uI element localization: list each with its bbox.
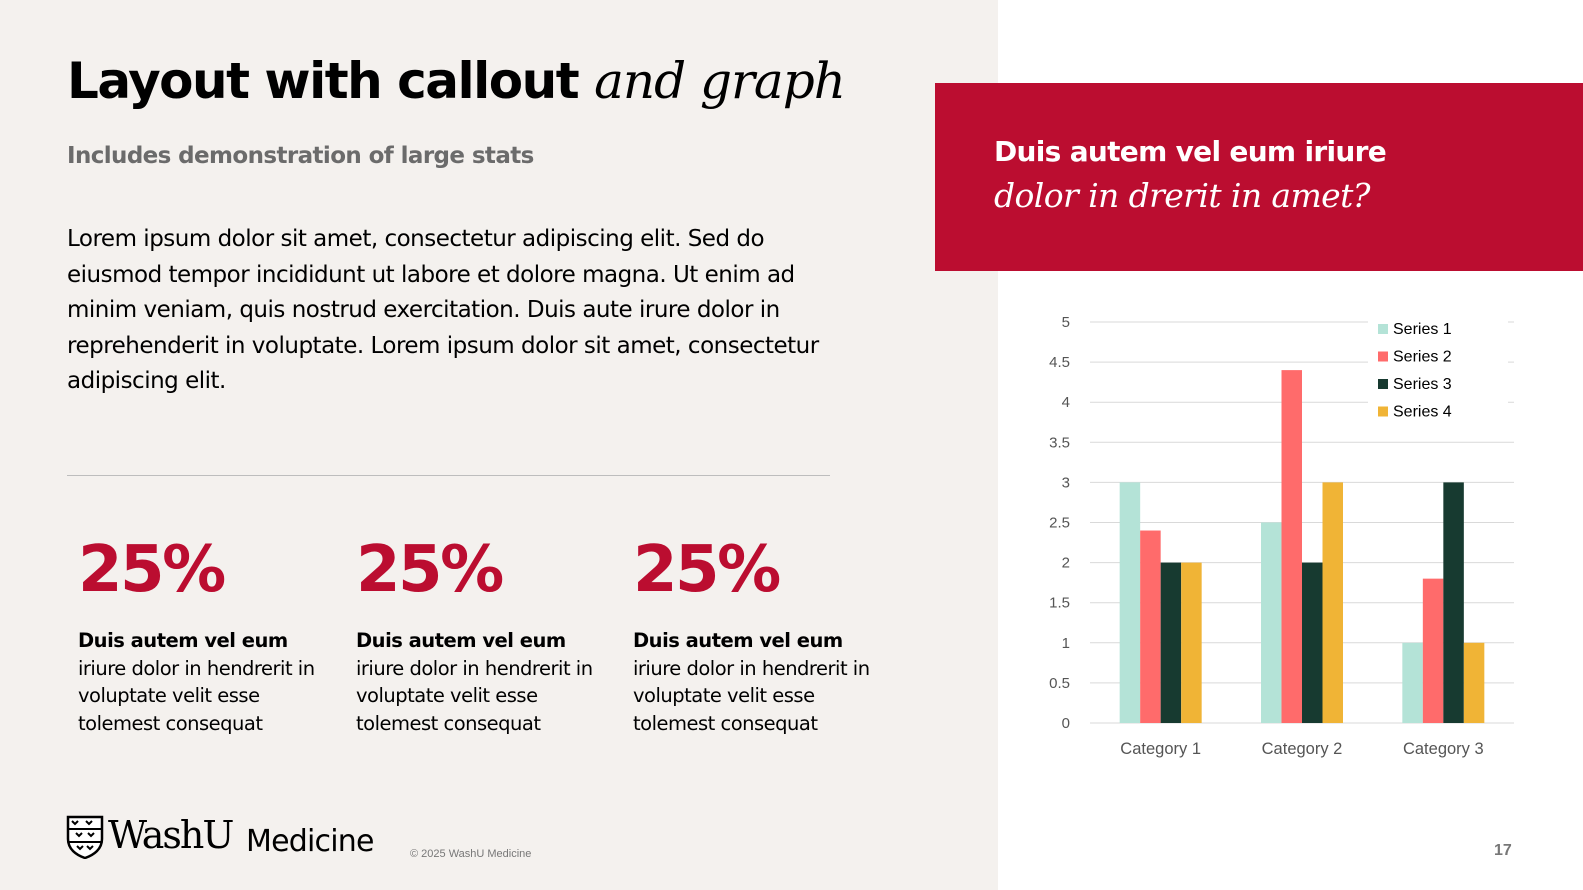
stat-value: 25% [78, 533, 224, 607]
page-number: 17 [1494, 842, 1512, 859]
bar [1402, 643, 1423, 723]
x-category-label: Category 3 [1402, 740, 1484, 758]
bar [1323, 482, 1344, 723]
y-tick-label: 3.5 [1049, 434, 1070, 452]
y-tick-label: 4.5 [1049, 354, 1070, 372]
bar [1302, 563, 1323, 723]
x-category-label: Category 2 [1261, 740, 1343, 758]
legend-label: Series 2 [1393, 348, 1452, 366]
bar [1423, 579, 1444, 723]
y-tick-label: 3 [1061, 474, 1070, 492]
stat-description [356, 627, 616, 737]
y-tick-label: 0.5 [1049, 674, 1070, 692]
divider [67, 475, 830, 476]
stat-description-bold: Duis autem vel eum [356, 629, 566, 652]
bar [1443, 482, 1464, 723]
y-tick-label: 5 [1061, 314, 1070, 331]
washu-shield-logo-icon [66, 815, 104, 859]
stat-description-text: iriure dolor in hendrerit in voluptate velit esse tolemest consequat [356, 656, 593, 735]
stat-description [78, 627, 338, 737]
bar [1161, 563, 1182, 723]
bar [1181, 563, 1202, 723]
title-bold: Layout with callout [67, 52, 579, 110]
stat-description-text: iriure dolor in hendrerit in voluptate velit esse tolemest consequat [78, 656, 315, 735]
stat-description [633, 627, 893, 737]
legend-label: Series 3 [1393, 376, 1452, 393]
stat-description-text: iriure dolor in hendrerit in voluptate velit esse tolemest consequat [633, 656, 870, 735]
stat-block [356, 530, 616, 737]
bar [1120, 482, 1141, 723]
slide-title [67, 50, 845, 112]
logo-wordmark: WashU [108, 813, 233, 857]
y-tick-label: 4 [1061, 394, 1070, 412]
x-category-label: Category 1 [1120, 740, 1202, 758]
body-text: Lorem ipsum dolor sit amet, consectetur adipiscing elit. Sed do eiusmod tempor incididunt ut labore et dolore magna. Ut enim ad minim veniam, quis nostrud exercitation. Duis aute irure dolor in reprehenderit in voluptate. Lorem ipsum dolor sit amet, consectetur adipiscing elit. [67, 226, 819, 395]
copyright: © 2025 WashU Medicine [410, 848, 532, 860]
legend-label: Series 4 [1393, 403, 1452, 421]
bar [1282, 370, 1303, 723]
y-tick-label: 2 [1061, 554, 1070, 572]
y-tick-label: 1 [1061, 634, 1070, 652]
legend-swatch [1378, 324, 1388, 334]
legend-swatch [1378, 379, 1388, 389]
stat-value: 25% [633, 533, 779, 607]
legend-swatch [1378, 407, 1388, 417]
stat-description-bold: Duis autem vel eum [78, 629, 288, 652]
stat-block [633, 530, 893, 737]
bar [1261, 523, 1282, 724]
title-italic: and graph [594, 52, 845, 110]
stat-description-bold: Duis autem vel eum [633, 629, 843, 652]
legend-swatch [1378, 352, 1388, 362]
callout-line-1: Duis autem vel eum iriure [994, 135, 1386, 168]
y-tick-label: 2.5 [1049, 514, 1070, 532]
bar [1464, 643, 1485, 723]
stat-block [78, 530, 338, 737]
bar-chart [1020, 300, 1540, 770]
bar [1140, 531, 1161, 723]
slide-subtitle: Includes demonstration of large stats [67, 143, 534, 169]
callout-line-2: dolor in drerit in amet? [994, 176, 1370, 215]
legend-label: Series 1 [1393, 321, 1452, 338]
y-tick-label: 0 [1061, 715, 1070, 732]
y-tick-label: 1.5 [1049, 594, 1070, 612]
logo-subtext: Medicine [246, 824, 374, 859]
callout-box [935, 83, 1583, 271]
stat-value: 25% [356, 533, 502, 607]
